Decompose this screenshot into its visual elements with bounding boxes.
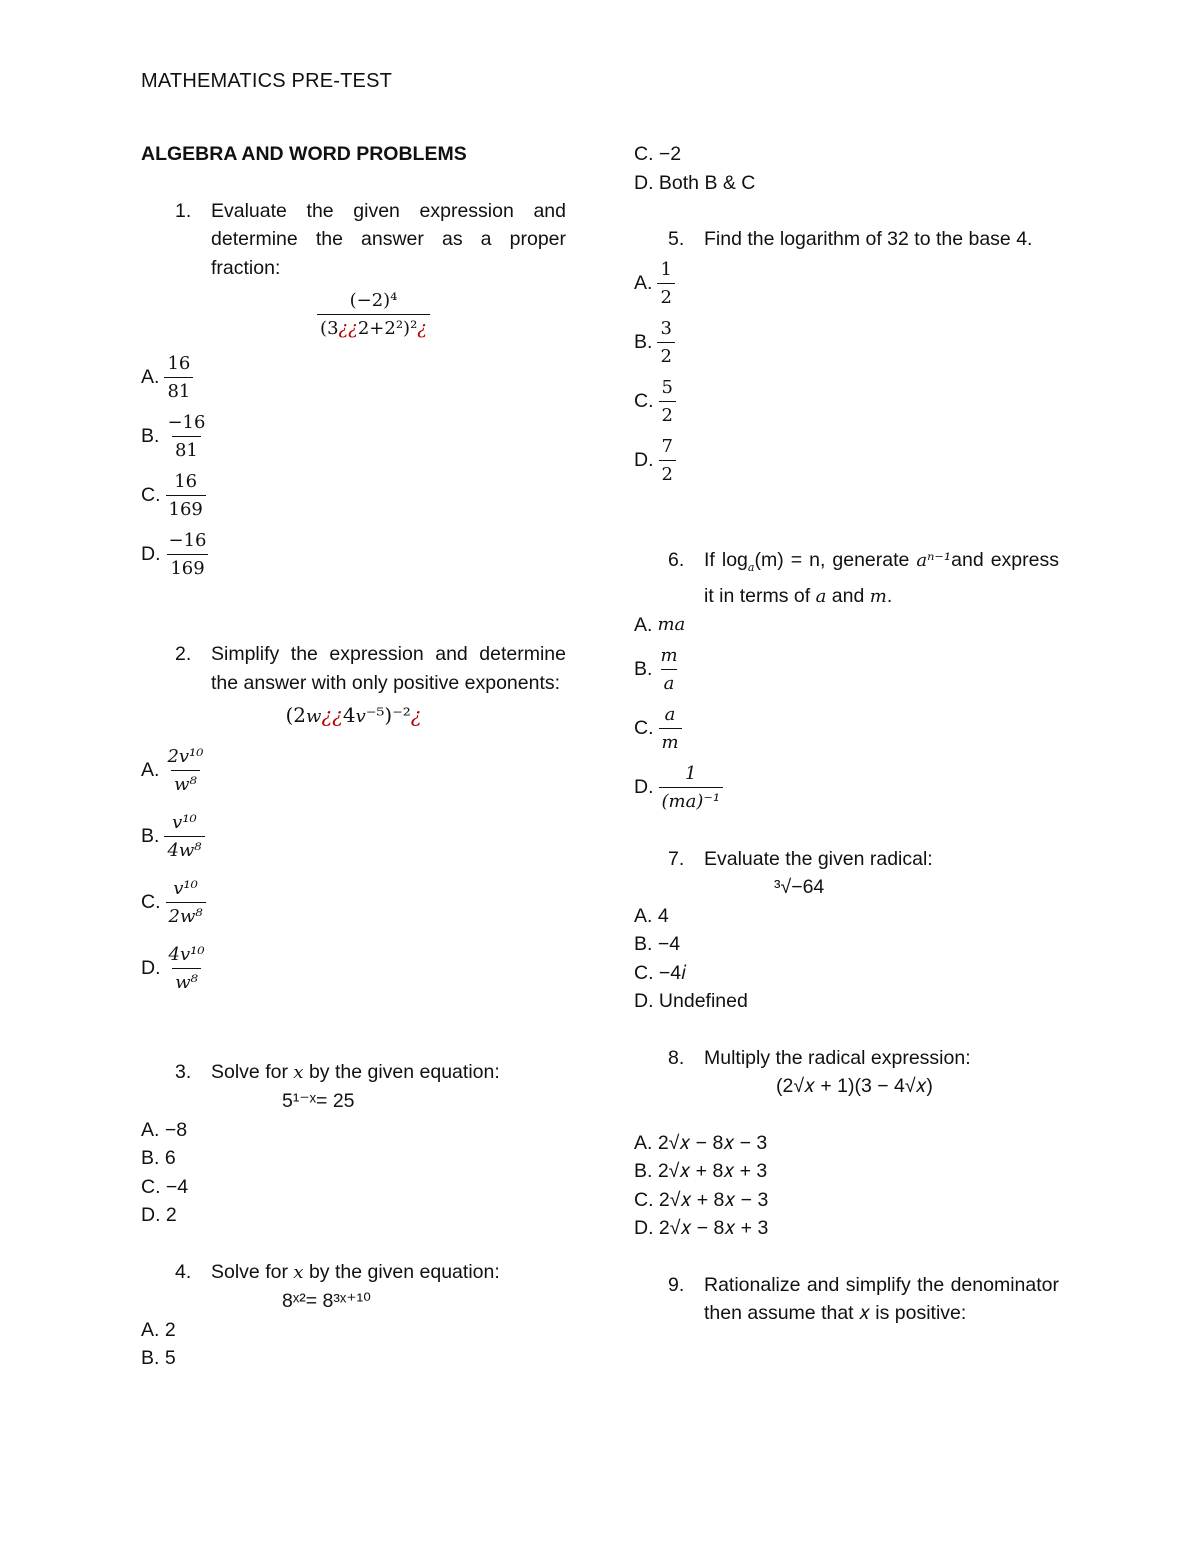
option-label: C. (141, 891, 161, 914)
fraction-denominator: 2 (659, 401, 676, 429)
q2-expr-red: ¿ (410, 703, 422, 727)
question-4 (175, 1258, 566, 1288)
option-c[interactable]: C. −4 (141, 1175, 189, 1198)
fraction-numerator: v¹⁰ (173, 878, 198, 899)
option-b[interactable] (141, 804, 566, 870)
fraction-numerator: 16 (174, 471, 198, 492)
q3-options (141, 1116, 566, 1230)
question-number: 1. (175, 199, 192, 222)
fraction-denominator: 169 (166, 495, 206, 523)
q2-expr-red: ¿¿ (321, 703, 343, 727)
fraction-denominator: 81 (164, 377, 193, 405)
q6-text-part: (m) = n, generate (754, 548, 917, 571)
option-label: C. (141, 484, 161, 507)
fraction-denominator: 2 (659, 460, 676, 488)
fraction-denominator: 2w⁸ (166, 902, 206, 930)
question-text (704, 546, 1059, 612)
option-fraction (166, 527, 210, 582)
right-column (634, 140, 1059, 1328)
option-d[interactable] (634, 758, 1059, 817)
option-b[interactable]: B. 5 (141, 1347, 176, 1369)
fraction-denominator: (ma)⁻¹ (659, 787, 724, 815)
q1-numerator: (−2)⁴ (349, 290, 398, 311)
option-label: D. (634, 776, 654, 799)
fraction-numerator: 2v¹⁰ (167, 746, 204, 767)
q1-fraction (317, 287, 430, 342)
option-label: A. (141, 366, 160, 389)
fraction-denominator: a (661, 669, 678, 697)
option-a[interactable]: A. 2 (141, 1318, 176, 1341)
fraction-denominator: w⁸ (171, 770, 200, 798)
q1-denominator (317, 314, 430, 342)
fraction-numerator: a (664, 703, 676, 725)
q5-options (634, 254, 1059, 490)
option-label: D. (634, 448, 654, 471)
option-c[interactable]: C. −2 (634, 143, 682, 165)
q3-text-var: x (293, 1061, 304, 1083)
fraction-denominator: 2 (657, 283, 674, 311)
fraction-denominator: m (659, 728, 682, 756)
fraction-denominator: w⁸ (172, 968, 201, 996)
question-text: Simplify the expression and determine the answer with only positive exponents: (211, 643, 566, 694)
option-b[interactable]: B. 6 (141, 1147, 176, 1169)
option-d[interactable]: D. 2√𝑥 − 8𝑥 + 3 (634, 1217, 769, 1240)
option-a[interactable] (634, 254, 1059, 313)
option-value: ma (657, 614, 686, 636)
option-fraction (659, 701, 682, 756)
q6-text-var: a (815, 585, 827, 607)
question-number: 7. (668, 847, 685, 870)
left-column (141, 140, 566, 1373)
question-number: 8. (668, 1046, 685, 1069)
option-c[interactable] (141, 466, 566, 525)
option-fraction (659, 760, 724, 815)
option-b[interactable]: B. −4 (634, 933, 681, 956)
option-d[interactable] (141, 936, 566, 1002)
q1-options (141, 348, 566, 584)
option-c[interactable] (634, 699, 1059, 758)
q4-text-var: x (293, 1261, 304, 1283)
fraction-denominator: 81 (172, 436, 201, 464)
option-fraction (164, 409, 208, 464)
fraction-denominator: 2 (657, 342, 674, 370)
q6-text-part: . (886, 584, 893, 607)
option-d[interactable] (634, 431, 1059, 490)
q6-text-part: and express it in terms of (704, 548, 1059, 607)
fraction-denominator: 4w⁸ (164, 836, 204, 864)
question-8 (668, 1044, 1059, 1073)
question-9 (668, 1271, 1059, 1328)
q2-expr-var: v (355, 706, 366, 727)
option-c[interactable] (141, 870, 566, 936)
q4-options-right (634, 140, 1059, 197)
question-5 (668, 225, 1059, 254)
option-fraction (657, 642, 680, 697)
section-title: ALGEBRA AND WORD PROBLEMS (141, 143, 467, 165)
q1-den-part: 2+2²)² (357, 318, 418, 339)
question-1 (175, 197, 566, 283)
option-fraction (166, 875, 206, 930)
option-label: A. (141, 759, 160, 782)
q6-text-sub: a (747, 560, 755, 574)
option-label: B. (634, 658, 653, 681)
q6-text-var: m (869, 585, 887, 607)
option-fraction (657, 256, 674, 311)
question-text: Rationalize and simplify the denominator then assume that 𝑥 is positive: (704, 1273, 1059, 1325)
option-label: B. (141, 425, 160, 448)
q6-options (634, 640, 1059, 817)
question-text: Evaluate the given radical: (704, 847, 933, 870)
q4-text-part: Solve for (211, 1260, 294, 1283)
option-fraction (659, 374, 676, 429)
fraction-numerator: v¹⁰ (172, 812, 197, 833)
option-d[interactable]: D. Undefined (634, 990, 748, 1013)
q3-equation: 5¹⁻ˣ= 25 (282, 1090, 355, 1112)
q2-expression (141, 701, 566, 732)
option-a[interactable]: A. 4 (634, 904, 669, 927)
option-fraction (164, 809, 204, 864)
question-2 (175, 640, 566, 697)
option-c[interactable] (634, 372, 1059, 431)
option-label: C. (634, 717, 654, 740)
fraction-numerator: 5 (661, 376, 673, 398)
question-text (211, 1258, 566, 1288)
option-a[interactable] (141, 738, 566, 804)
question-text: Find the logarithm of 32 to the base 4. (704, 228, 1033, 250)
q6-text-part: and (826, 584, 870, 607)
q4-text-part: by the given equation: (303, 1260, 500, 1283)
fraction-numerator: m (660, 644, 678, 666)
question-number: 4. (175, 1260, 192, 1283)
option-label: D. (141, 957, 161, 980)
q1-expression (141, 286, 566, 342)
option-a[interactable] (141, 348, 566, 407)
option-label: A. (634, 614, 653, 637)
fraction-numerator: 7 (661, 435, 673, 457)
q3-text-part: Solve for (211, 1060, 294, 1083)
option-a[interactable]: A. 2√𝑥 − 8𝑥 − 3 (634, 1131, 768, 1154)
q7-expression: ³√−64 (774, 876, 825, 899)
q1-den-part: (3 (320, 318, 339, 339)
q2-expr-part: ⁻⁵)⁻² (365, 703, 411, 727)
question-text (211, 1058, 566, 1088)
question-number: 2. (175, 643, 192, 665)
question-6 (668, 546, 1059, 612)
question-number: 3. (175, 1060, 192, 1083)
option-fraction (166, 941, 208, 996)
q7-options (634, 902, 1059, 1016)
q2-expr-part: 4 (342, 703, 356, 727)
option-d[interactable] (141, 525, 566, 584)
fraction-numerator: −16 (167, 412, 206, 433)
option-label: B. (141, 825, 160, 848)
q4-equation: 8ˣ²= 8³ˣ⁺¹⁰ (282, 1290, 371, 1312)
option-c[interactable]: C. 2√𝑥 + 8𝑥 − 3 (634, 1188, 769, 1211)
q8-expression: (2√𝑥 + 1)(3 − 4√𝑥) (776, 1075, 933, 1098)
q1-den-red: ¿ (417, 318, 427, 339)
page-header: MATHEMATICS PRE-TEST (141, 70, 393, 92)
option-label: D. (141, 543, 161, 566)
option-label: B. (634, 330, 653, 353)
fraction-numerator: 1 (685, 762, 697, 784)
q1-den-red: ¿¿ (338, 318, 358, 339)
q6-option-a[interactable] (634, 611, 1059, 640)
option-d[interactable]: D. Both B & C (634, 171, 756, 194)
option-b[interactable] (634, 313, 1059, 372)
option-d[interactable]: D. 2 (141, 1204, 177, 1226)
question-3 (175, 1058, 566, 1088)
option-a[interactable]: A. −8 (141, 1118, 188, 1141)
option-fraction (166, 468, 206, 523)
question-number: 9. (668, 1273, 685, 1296)
q6-text-part: If log (704, 548, 748, 571)
fraction-numerator: −16 (168, 530, 207, 551)
question-7 (668, 845, 1059, 874)
q8-options (634, 1129, 1059, 1243)
q2-options (141, 738, 566, 1002)
question-number: 5. (668, 228, 685, 250)
fraction-numerator: 4v¹⁰ (168, 944, 205, 965)
question-number: 6. (668, 548, 685, 571)
option-fraction (164, 350, 193, 405)
question-text: Multiply the radical expression: (704, 1046, 971, 1069)
fraction-numerator: 3 (660, 317, 672, 339)
option-fraction (657, 315, 674, 370)
option-fraction (164, 743, 206, 798)
fraction-numerator: 16 (167, 353, 191, 374)
option-b[interactable]: B. 2√𝑥 + 8𝑥 + 3 (634, 1160, 768, 1183)
option-label: A. (634, 271, 653, 294)
q4-options-left (141, 1316, 566, 1373)
option-b[interactable] (141, 407, 566, 466)
q6-text-expr: aⁿ⁻¹ (916, 549, 952, 571)
option-fraction (659, 433, 676, 488)
q2-expr-var: w (306, 706, 322, 727)
fraction-numerator: 1 (660, 258, 672, 280)
fraction-denominator: 169 (167, 554, 207, 582)
option-c[interactable]: C. −4𝑖 (634, 961, 687, 984)
option-label: C. (634, 389, 654, 412)
question-text: Evaluate the given expression and determine the answer as a proper fraction: (211, 199, 566, 279)
q3-text-part: by the given equation: (303, 1060, 500, 1083)
option-b[interactable] (634, 640, 1059, 699)
q2-expr-part: (2 (285, 703, 307, 727)
